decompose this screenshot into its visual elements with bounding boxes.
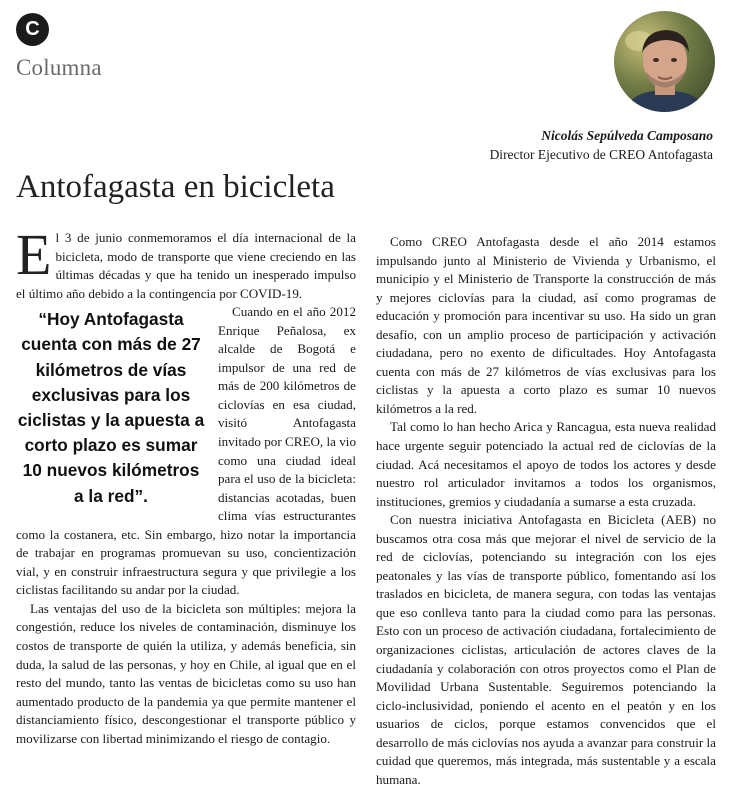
article-title: Antofagasta en bicicleta bbox=[16, 169, 335, 205]
article-column-left bbox=[16, 222, 356, 748]
author-role: Director Ejecutivo de CREO Antofagasta bbox=[489, 147, 713, 162]
paragraph: l 3 de junio conmemoramos el día internacional de la bicicleta, modo de transporte que viene creciendo en las últimas décadas y que ha tenido un inesperado impulso el último año debido a la contingencia por COVID-19. bbox=[16, 230, 356, 301]
paragraph: Tal como lo han hecho Arica y Rancagua, esta nueva realidad hace urgente seguir potenciado la actual red de ciclovías de la ciudad. Acá necesitamos el apoyo de todos los actores y desde nuestro rol articulador invitamos a todos los organismos, instituciones, gremios y ciudadanía a sumarse a esta cruzada. bbox=[376, 419, 716, 509]
paragraph: Con nuestra iniciativa Antofagasta en Bicicleta (AEB) no buscamos otra cosa más que mejorar el nivel de servicio de la red de ciclovías, potenciando su integración con los ejes peatonales y las vías de transporte público, fomentando así los traslados en bicicleta, de manera segura, con todas las ventajas que eso conlleva tanto para la ciudad como para las personas. Esto con un proceso de activación ciudadana, fortalecimiento de organizaciones ciclistas, articulación de actores claves de la ciudadanía y colaboración con otros proyectos como el Plan de Movilidad Urbana Sustentable. Seguiremos potenciando la ciclo-inclusividad, poniendo el acento en el peatón y en los usuarios de ciclos, porque estamos convencidos que el desarrollo de más ciclovías nos ayuda a avanzar para construir la cuidad que queremos, más integrada, más sustentable y a escala humana. bbox=[376, 512, 716, 787]
drop-cap: E bbox=[16, 222, 52, 287]
paragraph: Las ventajas del uso de la bicicleta son múltiples: mejora la congestión, reduce los niveles de contaminación, disminuye los costos de transporte de quién la utiliza, y además beneficia, sin duda, la salud de las personas, y hoy en Chile, al igual que en el resto del mundo, tanto las ventas de bicicletas como su uso han aumentado producto de la pandemia ya que permite mantener el distanciamiento físico, descongestionar el transporte público y movilizarse con libertad minimizando el riesgo de contagio. bbox=[16, 600, 356, 746]
paragraph: Cuando en el año 2012 Enrique Peñalosa, ex alcalde de Bogotá e impulsor de una red de más de 200 kilómetros de ciclovías en esa ciudad, visitó Antofagasta invitado por CREO, la vio como una ciudad ideal para el uso de la bicicleta: distancias acotadas, buen clima vías estructurantes como la costanera, etc. Sin embargo, hizo notar la importancia de trabajar en programas promuevan su uso, concientización vial, y en construir infraestructura segura y que privilegie a los ciclistas facilitando su andar por la ciudad. bbox=[16, 304, 356, 598]
pull-quote: “Hoy Antofagasta cuenta con más de 27 kilómetros de vías exclusivas para los ciclistas y la apuesta a corto plazo es sumar 10 nuevos kilómetros a la red”. bbox=[17, 309, 205, 506]
author-photo bbox=[614, 11, 715, 112]
section-badge: C bbox=[16, 13, 49, 46]
paragraph: Como CREO Antofagasta desde el año 2014 estamos impulsando junto al Ministerio de Vivienda y Urbanismo, el municipio y el Ministerio de Transporte la construcción de más y mejores ciclovías para la ciudad, así como programas de educación y promoción para incentivar su uso. Ha sido un gran desafío, con un amplio proceso de participación y activación ciudadana, pero no exento de dificultades. Hoy Antofagasta cuenta con más de 27 kilómetros de vías exclusivas para los ciclistas y la apuesta a corto plazo es sumar 10 nuevos kilómetros a la red. bbox=[376, 234, 716, 416]
author-byline bbox=[490, 126, 713, 164]
author-portrait-icon bbox=[614, 11, 715, 112]
article-column-right bbox=[376, 233, 716, 789]
author-name: Nicolás Sepúlveda Camposano bbox=[541, 128, 713, 143]
section-label: Columna bbox=[16, 55, 102, 80]
